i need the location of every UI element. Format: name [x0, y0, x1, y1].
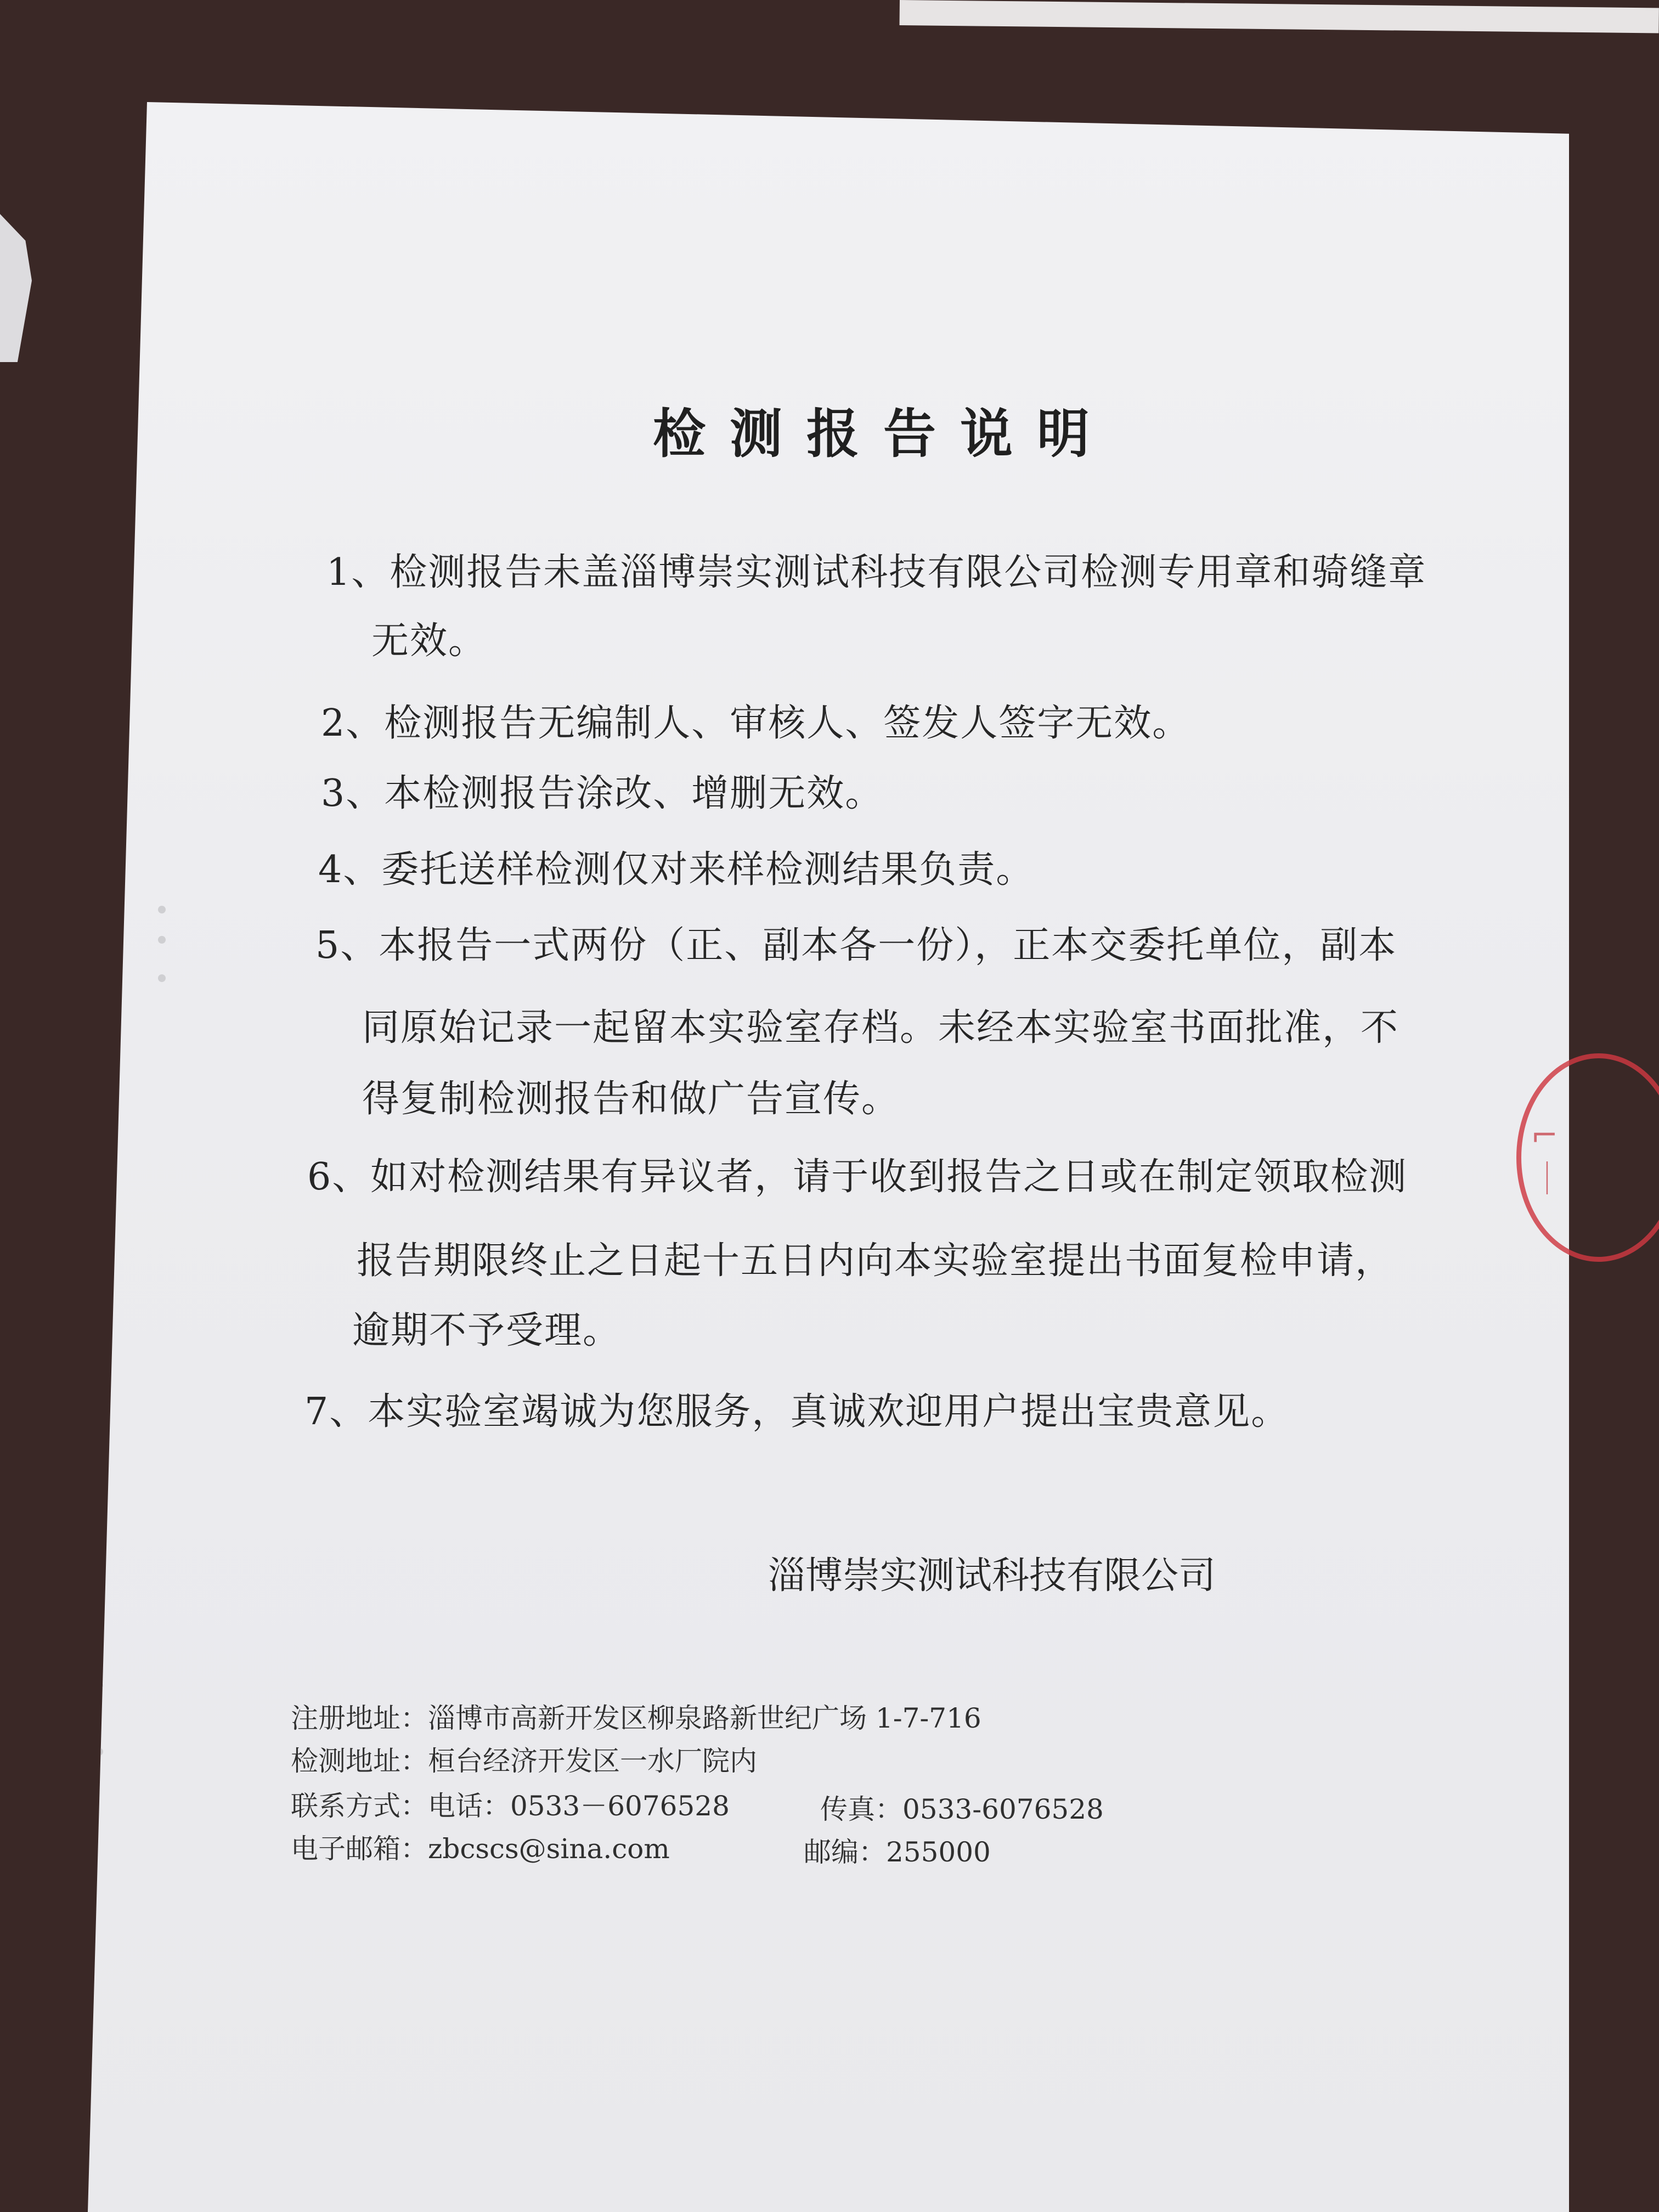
clause-4: 4、委托送样检测仅对来样检测结果负责。: [318, 848, 1035, 891]
registered-address: 注册地址：淄博市高新开发区柳泉路新世纪广场 1-7-716: [291, 1702, 981, 1734]
clause-1-line-2: 无效。: [371, 619, 487, 663]
clause-5-line-1: 5、本报告一式两份（正、副本各一份），正本交委托单位，副本: [315, 924, 1397, 967]
clause-6-line-2: 报告期限终止之日起十五日内向本实验室提出书面复检申请，: [357, 1239, 1394, 1283]
red-seal-mark: ⌐ ｜: [1531, 1116, 1564, 1199]
binding-hole-2: [158, 936, 166, 944]
signature-company: 淄博崇实测试科技有限公司: [768, 1554, 1216, 1598]
binding-hole-5: [95, 1748, 103, 1756]
clause-5-line-2: 同原始记录一起留本实验室存档。未经本实验室书面批准，不: [362, 1006, 1400, 1049]
binding-hole-3: [158, 974, 166, 982]
background-paper-left-edge: [0, 214, 32, 362]
clause-3: 3、本检测报告涂改、增删无效。: [321, 772, 884, 815]
clause-6-line-3: 逾期不予受理。: [352, 1309, 622, 1352]
email-contact: 电子邮箱：zbcscs@sina.com: [291, 1833, 670, 1865]
testing-address: 检测地址：桓台经济开发区一水厂院内: [291, 1745, 757, 1777]
phone-contact: 联系方式：电话：0533－6076528: [291, 1790, 730, 1822]
binding-hole-4: [95, 1682, 103, 1690]
clause-1-line-1: 1、检测报告未盖淄博崇实测试科技有限公司检测专用章和骑缝章: [326, 551, 1427, 594]
document-title: 检测报告说明: [653, 403, 1114, 465]
clause-5-line-3: 得复制检测报告和做广告宣传。: [362, 1077, 900, 1121]
clause-6-line-1: 6、如对检测结果有异议者，请于收到报告之日或在制定领取检测: [307, 1155, 1408, 1199]
background-paper-top-right: [900, 0, 1659, 33]
binding-hole-1: [158, 906, 166, 913]
fax-contact: 传真：0533-6076528: [820, 1793, 1104, 1825]
clause-7: 7、本实验室竭诚为您服务，真诚欢迎用户提出宝贵意见。: [304, 1390, 1290, 1434]
clause-2: 2、检测报告无编制人、审核人、签发人签字无效。: [321, 702, 1191, 745]
postcode-contact: 邮编：255000: [804, 1836, 991, 1868]
